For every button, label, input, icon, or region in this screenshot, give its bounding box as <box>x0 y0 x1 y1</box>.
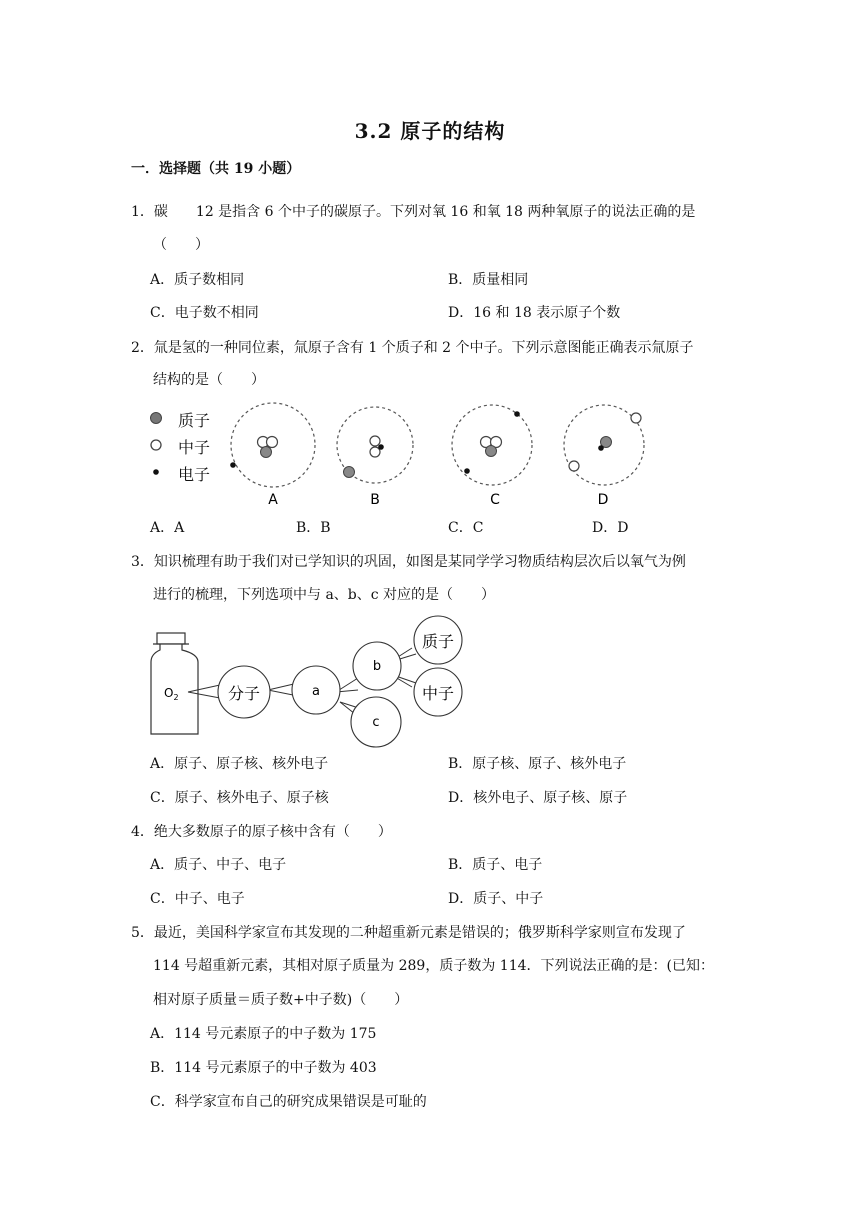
neutron-legend-icon <box>151 440 161 450</box>
bubble-c-label: c <box>372 715 380 730</box>
q2-atom-diagrams <box>215 395 665 515</box>
question-5-text-cont2: 相对原子质量＝质子数+中子数)（ ） <box>153 992 409 1008</box>
page-title: 3.2 原子的结构 <box>354 119 506 143</box>
molecule-label: 分子 <box>227 684 261 703</box>
question-5-text-cont: 114 号超重新元素，其相对原子质量为 289，质子数为 114．下列说法正确的是：(已知： <box>153 958 714 974</box>
question-2-option-b: B．B <box>296 520 331 536</box>
question-3-text: 3．知识梳理有助于我们对已学知识的巩固，如图是某同学学习物质结构层次后以氧气为例 <box>131 554 686 570</box>
question-5-option-b: B．114 号元素原子的中子数为 403 <box>150 1060 377 1076</box>
question-1-option-b: B．质量相同 <box>448 272 529 288</box>
bubble-b-label: b <box>372 659 382 674</box>
question-2-text-cont: 结构的是（ ） <box>153 372 265 388</box>
question-1-option-c: C．电子数不相同 <box>150 305 259 321</box>
question-4-option-b: B．质子、电子 <box>448 857 543 873</box>
atom-diagram-c <box>452 405 532 485</box>
question-3-text-cont: 进行的梳理，下列选项中与 a、b、c 对应的是（ ） <box>153 587 496 603</box>
question-4-option-c: C．中子、电子 <box>150 891 245 907</box>
question-3-option-c: C．原子、核外电子、原子核 <box>150 790 329 806</box>
atom-diagram-label-b: B <box>370 492 380 508</box>
section-heading: 一．选择题（共 19 小题） <box>131 161 301 177</box>
proton-bubble-label: 质子 <box>421 632 455 651</box>
question-1-text: 1．碳 12 是指含 6 个中子的碳原子。下列对氧 16 和氧 18 两种氧原子的说法正确的是 <box>131 204 696 220</box>
legend-electron-label: 电子 <box>178 465 211 484</box>
question-5-text: 5．最近，美国科学家宣布其发现的二种超重新元素是错误的；俄罗斯科学家则宣布发现了 <box>131 925 686 941</box>
question-4-text: 4．绝大多数原子的原子核中含有（ ） <box>131 824 392 840</box>
question-2-option-c: C．C <box>448 520 484 536</box>
question-2-option-a: A．A <box>150 520 185 536</box>
atom-diagram-d <box>564 405 644 485</box>
question-3-option-a: A．原子、原子核、核外电子 <box>150 756 329 772</box>
question-3-option-d: D．核外电子、原子核、原子 <box>448 790 628 806</box>
bottle-formula: $O_2$ <box>164 686 179 702</box>
bubble-a-label: a <box>312 684 320 699</box>
question-1-option-a: A．质子数相同 <box>150 272 245 288</box>
q3-structure-diagram <box>140 610 480 755</box>
electron-legend-icon <box>153 469 159 475</box>
question-1-option-d: D．16 和 18 表示原子个数 <box>448 305 621 321</box>
gas-bottle <box>151 633 198 734</box>
question-3-option-b: B．原子核、原子、核外电子 <box>448 756 627 772</box>
legend-proton-label: 质子 <box>178 411 211 430</box>
question-5-option-c: C．科学家宣布自己的研究成果错误是可耻的 <box>150 1094 427 1110</box>
proton-legend-icon <box>151 413 162 424</box>
atom-diagram-label-d: D <box>597 492 609 508</box>
question-1-blank: （ ） <box>153 237 209 253</box>
question-4-option-a: A．质子、中子、电子 <box>150 857 287 873</box>
atom-diagram-a <box>230 403 315 487</box>
question-2-option-d: D．D <box>592 520 629 536</box>
question-5-option-a: A．114 号元素原子的中子数为 175 <box>150 1026 377 1042</box>
question-4-option-d: D．质子、中子 <box>448 891 544 907</box>
atom-diagram-b <box>337 407 413 483</box>
legend-neutron-label: 中子 <box>178 438 211 457</box>
neutron-bubble-label: 中子 <box>421 684 455 703</box>
atom-diagram-label-c: C <box>490 492 500 508</box>
atom-diagram-label-a: A <box>268 492 278 508</box>
question-2-text: 2．氚是氢的一种同位素，氚原子含有 1 个质子和 2 个中子。下列示意图能正确表示氚原子 <box>131 340 694 356</box>
